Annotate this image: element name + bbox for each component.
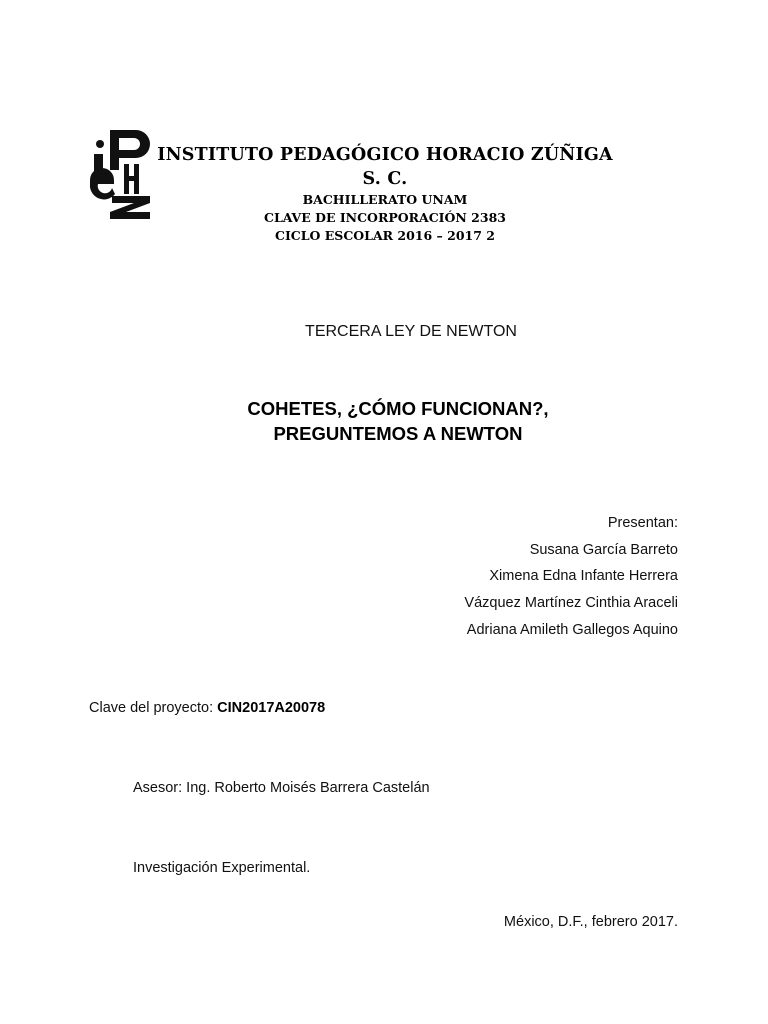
- presenter-name: Susana García Barreto: [529, 541, 678, 558]
- presenter-name: Ximena Edna Infante Herrera: [489, 568, 678, 585]
- project-key-value: CIN2017A20078: [217, 700, 326, 716]
- school-year: CICLO ESCOLAR 2016 – 2017 2: [275, 228, 495, 243]
- presenters-list: [464, 510, 678, 644]
- presenter-name: Vázquez Martínez Cinthia Araceli: [464, 595, 678, 612]
- title-line-2: PREGUNTEMOS A NEWTON: [273, 423, 523, 444]
- title-line-1: COHETES, ¿CÓMO FUNCIONAN?,: [247, 398, 549, 419]
- presenters-label: Presentan:: [607, 515, 678, 531]
- institution-logo-icon: [88, 128, 158, 220]
- advisor-line: Asesor: Ing. Roberto Moisés Barrera Castelán: [133, 780, 430, 796]
- institution-header: [150, 143, 620, 245]
- document-title: [0, 396, 768, 446]
- project-key: [89, 698, 325, 718]
- subject-heading: TERCERA LEY DE NEWTON: [305, 323, 517, 340]
- institution-name: INSTITUTO PEDAGÓGICO HORACIO ZÚÑIGA S. C.: [157, 145, 613, 189]
- place-and-date: México, D.F., febrero 2017.: [503, 914, 678, 930]
- institution-program: BACHILLERATO UNAM: [302, 192, 468, 207]
- research-category: Investigación Experimental.: [133, 860, 311, 876]
- presenter-name: Adriana Amileth Gallegos Aquino: [466, 621, 678, 638]
- project-key-label: Clave del proyecto:: [89, 700, 218, 716]
- institution-code: CLAVE DE INCORPORACIÓN 2383: [264, 210, 506, 225]
